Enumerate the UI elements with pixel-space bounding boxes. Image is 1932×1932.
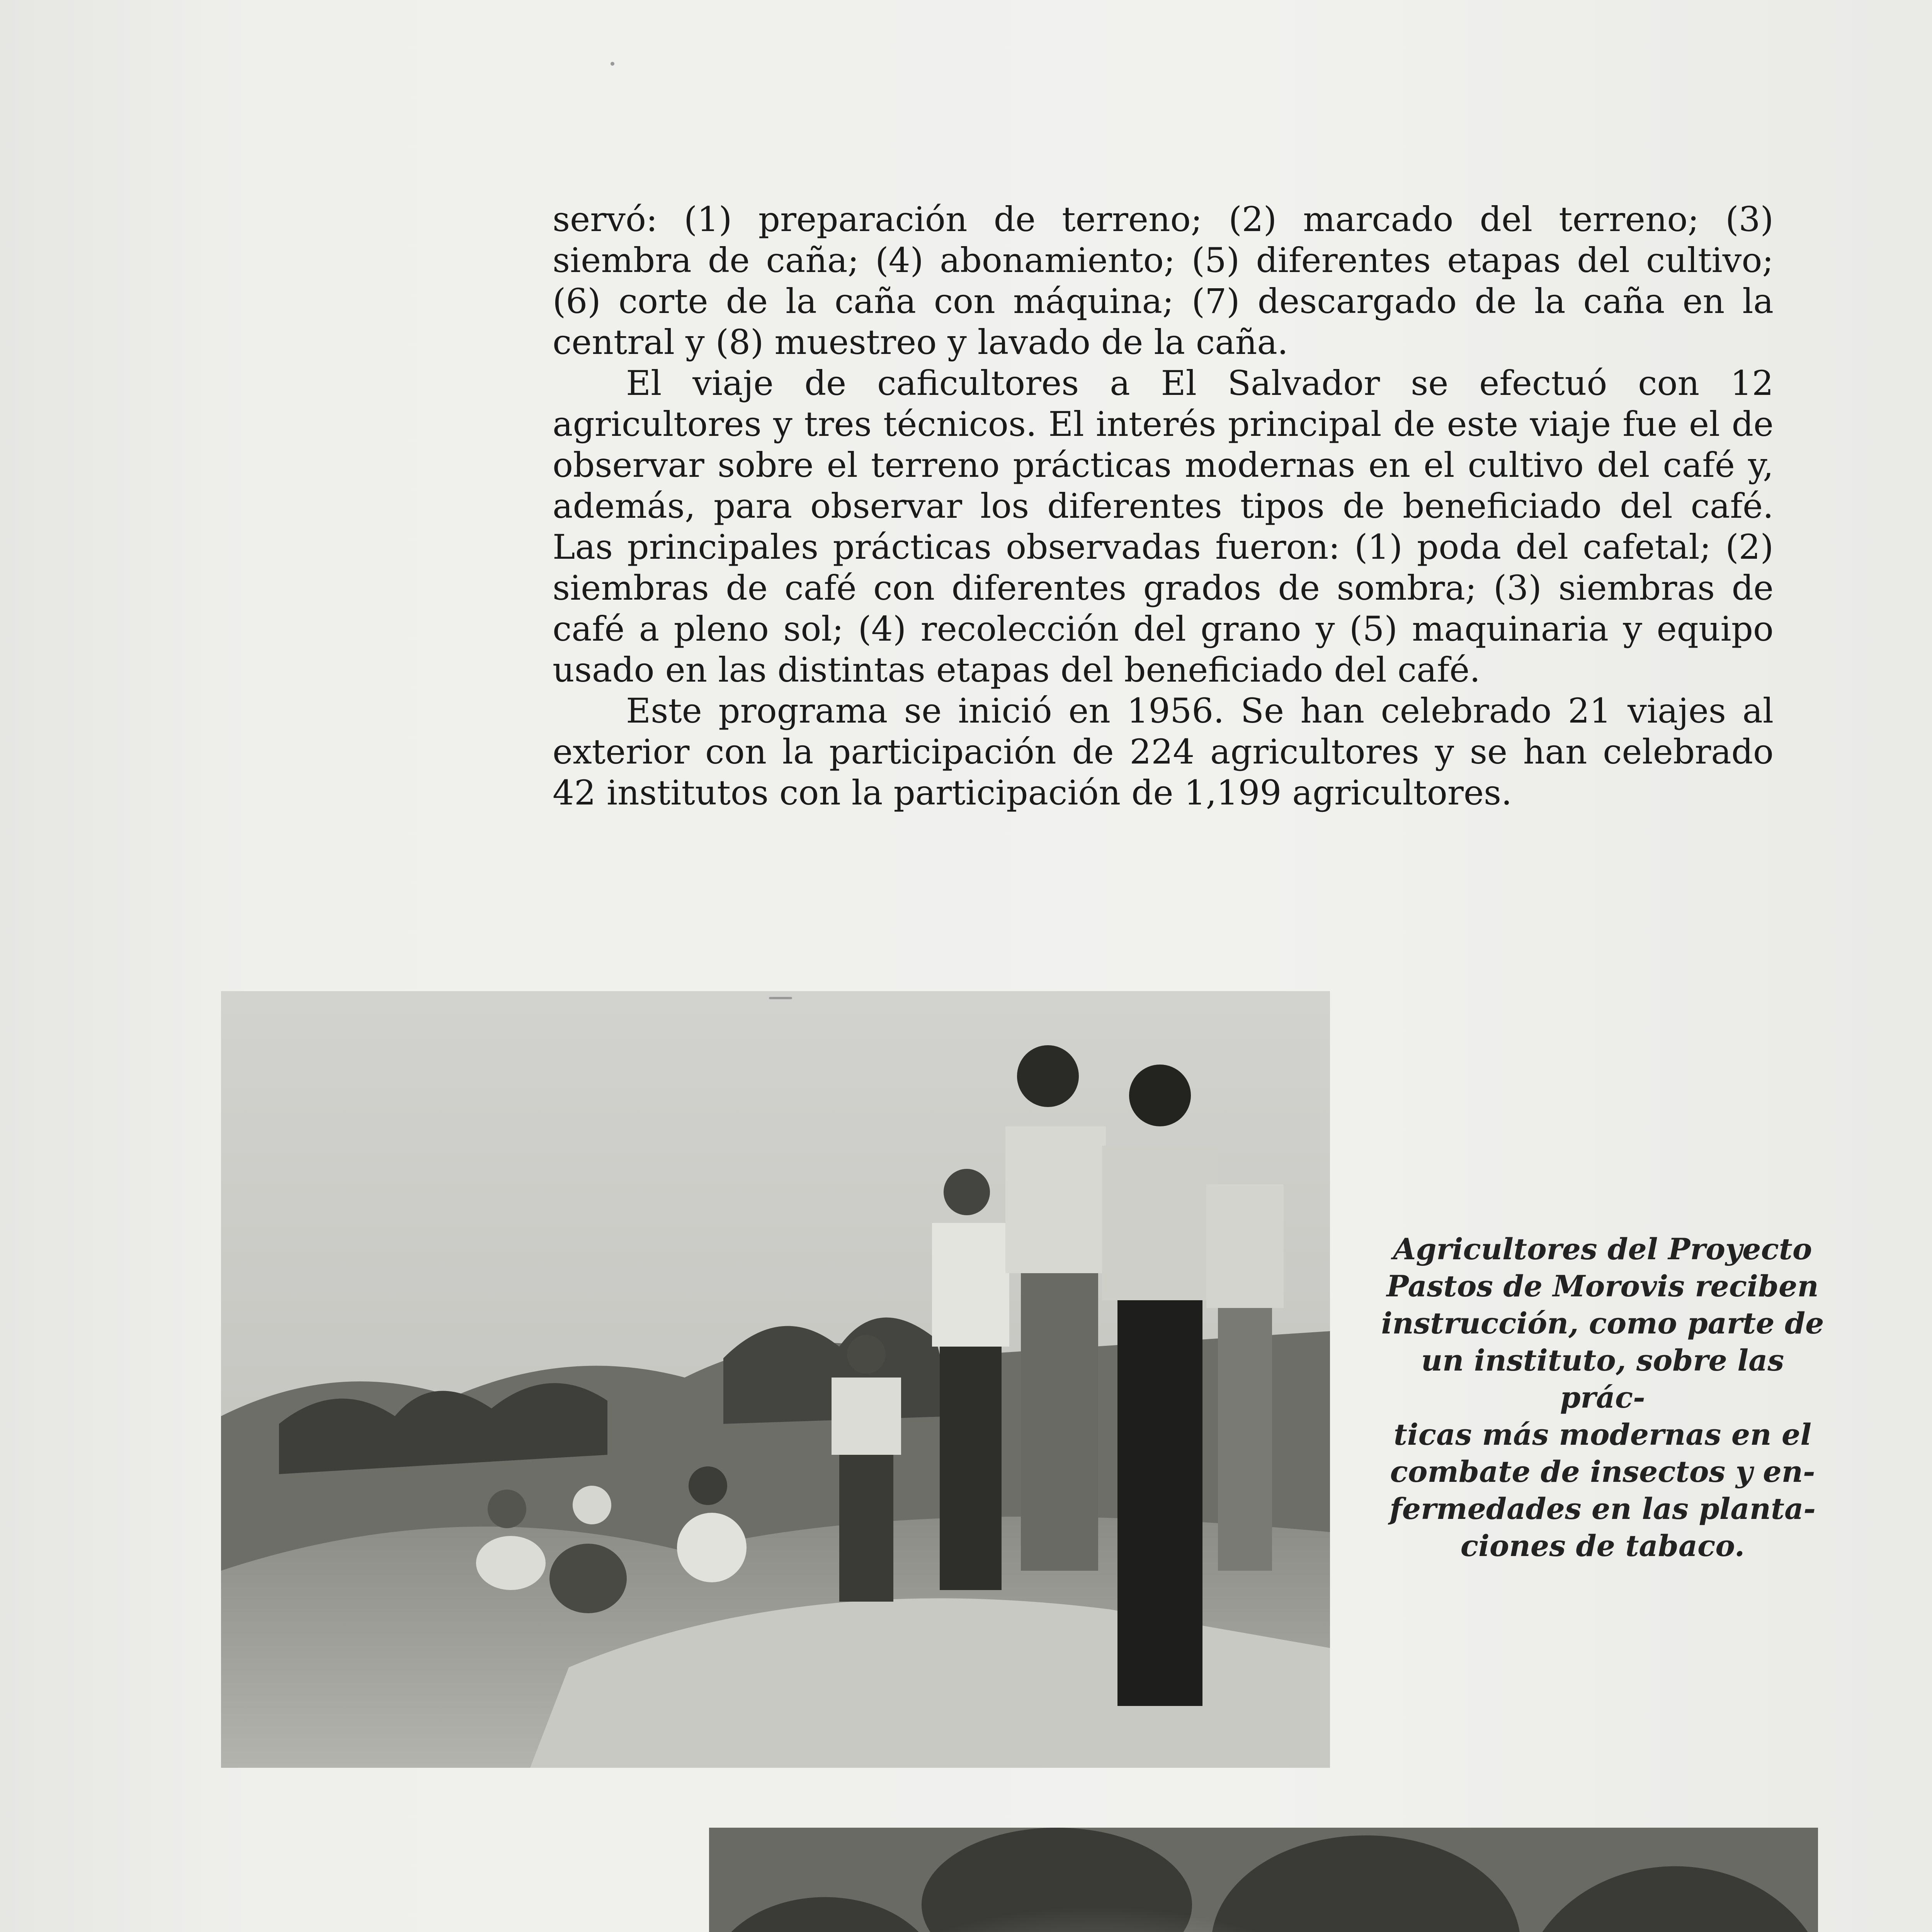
photo-farmers-hillside: [221, 991, 1330, 1768]
paragraph: Este programa se inició en 1956. Se han celebrado 21 viajes al exterior con la participación de 224 agricultores y se han celebrado 42 institutos con la participación de 1,199 agricultores.: [553, 691, 1774, 813]
caption-line: fermedades en las planta-: [1389, 1492, 1816, 1526]
photo-spraying-illustration: [709, 1828, 1818, 1932]
photo-farmers-illustration: [221, 991, 1330, 1768]
caption-line: Pastos de Morovis reciben: [1386, 1269, 1819, 1303]
paragraph: servó: (1) preparación de terreno; (2) marcado del terreno; (3) siembra de caña; (4) abonamiento; (5) diferentes etapas del cultivo; (6) corte de la caña con máquina; (7) descargado de la caña en la central y (8) muestreo y lavado de la caña.: [553, 199, 1774, 362]
caption-line: Agricultores del Proyecto: [1393, 1232, 1812, 1266]
body-text: [553, 199, 1774, 813]
caption-line: un instituto, sobre las prác-: [1421, 1343, 1784, 1415]
paper-speck: [769, 997, 792, 999]
paper-speck: [611, 62, 614, 66]
caption-line: combate de insectos y en-: [1390, 1454, 1815, 1489]
photo-farmer-spraying: [709, 1828, 1818, 1932]
photo-caption: [1374, 1231, 1832, 1565]
paragraph: El viaje de caficultores a El Salvador se efectuó con 12 agricultores y tres técnicos. El interés principal de este viaje fue el de observar sobre el terreno prácticas modernas en el cultivo del café y, además, para observar los diferentes tipos de beneficiado del café. Las principales prácticas observadas fueron: (1) poda del cafetal; (2) siembras de café con diferentes grados de sombra; (3) siembras de café a pleno sol; (4) recolección del grano y (5) maquinaria y equipo usado en las distintas etapas del beneficiado del café.: [553, 363, 1774, 690]
caption-line: instrucción, como parte de: [1381, 1306, 1824, 1340]
caption-line: ciones de tabaco.: [1460, 1529, 1745, 1563]
caption-line: ticas más modernas en el: [1393, 1417, 1812, 1452]
